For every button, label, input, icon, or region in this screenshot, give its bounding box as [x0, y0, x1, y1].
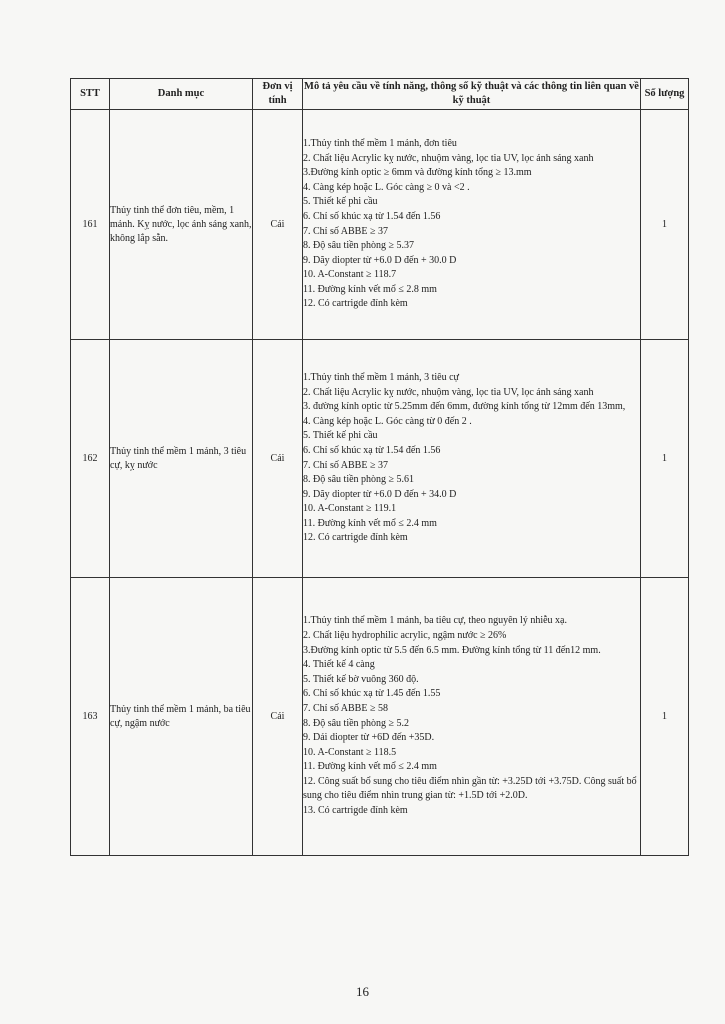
- row-specs: [303, 110, 641, 340]
- spec-line: 7. Chỉ số ABBE ≥ 37: [303, 459, 388, 471]
- spec-line: 6. Chỉ số khúc xạ từ 1.54 đến 1.56: [303, 210, 441, 222]
- spec-line: 10. A-Constant ≥ 118.5: [303, 746, 397, 758]
- row-stt: 162: [71, 340, 110, 578]
- header-description: Mô tả yêu cầu về tính năng, thông số kỹ thuật và các thông tin liên quan về kỹ thuật: [303, 79, 641, 110]
- spec-line: 5. Thiết kế phi cầu: [303, 196, 378, 208]
- row-unit: Cái: [253, 110, 303, 340]
- row-specs: [303, 340, 641, 578]
- spec-line: 2. Chất liệu hydrophilic acrylic, ngậm nước ≥ 26%: [303, 629, 507, 641]
- spec-line: 2. Chất liệu Acrylic kỵ nước, nhuộm vàng, lọc tia UV, lọc ánh sáng xanh: [303, 152, 594, 164]
- row-stt: 161: [71, 110, 110, 340]
- row-stt: 163: [71, 578, 110, 856]
- row-name: Thủy tinh thể mềm 1 mảnh, 3 tiêu cự, kỵ nước: [110, 340, 253, 578]
- row-unit: Cái: [253, 578, 303, 856]
- spec-line: 1.Thủy tinh thể mềm 1 mảnh, đơn tiêu: [303, 137, 457, 149]
- spec-line: 12. Có cartrigde đính kèm: [303, 532, 408, 544]
- spec-line: 13. Có cartrigde đính kèm: [303, 805, 408, 817]
- header-name: Danh mục: [110, 79, 253, 110]
- row-name: Thủy tinh thể đơn tiêu, mềm, 1 mảnh. Kỵ nước, lọc ánh sáng xanh, không lắp sẵn.: [110, 110, 253, 340]
- spec-line: 7. Chỉ số ABBE ≥ 58: [303, 702, 388, 714]
- row-quantity: 1: [641, 578, 689, 856]
- spec-line: 10. A-Constant ≥ 119.1: [303, 503, 397, 515]
- spec-line: 6. Chỉ số khúc xạ từ 1.54 đến 1.56: [303, 444, 441, 456]
- spec-line: 8. Độ sâu tiền phòng ≥ 5.2: [303, 717, 410, 729]
- table-row: [71, 340, 689, 578]
- spec-line: 1.Thủy tinh thể mềm 1 mảnh, 3 tiêu cự: [303, 371, 459, 383]
- spec-line: 3.Đường kính optic ≥ 6mm và đường kính tổng ≥ 13.mm: [303, 167, 532, 179]
- spec-line: 9. Dãy diopter từ +6.0 D đến + 34.0 D: [303, 488, 457, 500]
- row-unit: Cái: [253, 340, 303, 578]
- header-quantity: Số lượng: [641, 79, 689, 110]
- spec-line: 11. Đường kính vết mổ ≤ 2.4 mm: [303, 761, 437, 773]
- spec-line: 1.Thủy tinh thể mềm 1 mảnh, ba tiêu cự, theo nguyên lý nhiễu xạ.: [303, 615, 567, 627]
- spec-line: 5. Thiết kế phi cầu: [303, 430, 378, 442]
- spec-line: 5. Thiết kế bờ vuông 360 độ.: [303, 673, 419, 685]
- spec-line: 3. đường kính optic từ 5.25mm đến 6mm, đường kính tổng từ 12mm đến 13mm,: [303, 401, 626, 413]
- row-name: Thủy tinh thể mềm 1 mảnh, ba tiêu cự, ngậm nước: [110, 578, 253, 856]
- spec-line: 4. Càng kép hoặc L. Góc càng từ 0 đến 2 .: [303, 415, 472, 427]
- spec-line: 4. Thiết kế 4 càng: [303, 659, 375, 671]
- table-row: [71, 110, 689, 340]
- spec-line: 8. Độ sâu tiền phòng ≥ 5.37: [303, 240, 415, 252]
- spec-line: 12. Công suất bổ sung cho tiêu điểm nhìn gần từ: +3.25D tới +3.75D. Công suất bổ sung cho tiêu điểm nhìn trung gian từ: +1.5D tới +2.0D.: [303, 775, 637, 802]
- row-quantity: 1: [641, 340, 689, 578]
- spec-line: 11. Đường kính vết mổ ≤ 2.8 mm: [303, 283, 437, 295]
- row-specs: [303, 578, 641, 856]
- spec-line: 3.Đường kính optic từ 5.5 đến 6.5 mm. Đường kính tổng từ 11 đến12 mm.: [303, 644, 601, 656]
- spec-line: 8. Độ sâu tiền phòng ≥ 5.61: [303, 474, 415, 486]
- spec-line: 7. Chỉ số ABBE ≥ 37: [303, 225, 388, 237]
- spec-line: 9. Dải diopter từ +6D đến +35D.: [303, 732, 435, 744]
- spec-line: 10. A-Constant ≥ 118.7: [303, 269, 397, 281]
- header-stt: STT: [71, 79, 110, 110]
- spec-line: 12. Có cartrigde đính kèm: [303, 298, 408, 310]
- spec-line: 6. Chỉ số khúc xạ từ 1.45 đến 1.55: [303, 688, 441, 700]
- spec-line: 9. Dãy diopter từ +6.0 D đến + 30.0 D: [303, 254, 457, 266]
- spec-line: 11. Đường kính vết mổ ≤ 2.4 mm: [303, 517, 437, 529]
- table-row: [71, 578, 689, 856]
- spec-line: 2. Chất liệu Acrylic kỵ nước, nhuộm vàng, lọc tia UV, lọc ánh sáng xanh: [303, 386, 594, 398]
- spec-line: 4. Càng kép hoặc L. Góc càng ≥ 0 và <2 .: [303, 181, 470, 193]
- specification-table: [70, 78, 689, 856]
- row-quantity: 1: [641, 110, 689, 340]
- page-number: 16: [356, 984, 369, 999]
- header-unit: Đơn vị tính: [253, 79, 303, 110]
- table-header-row: [71, 79, 689, 110]
